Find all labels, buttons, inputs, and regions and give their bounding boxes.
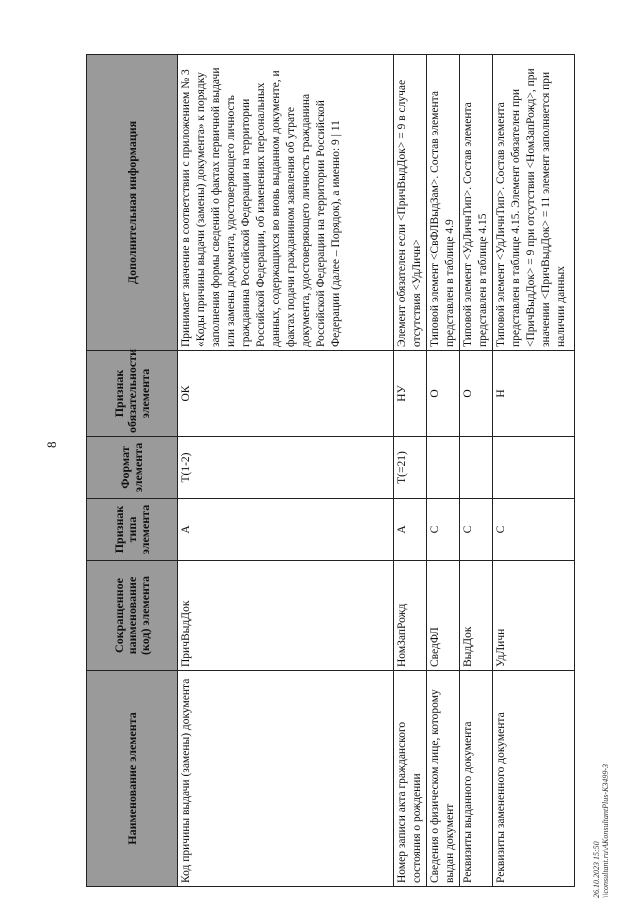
table-row bbox=[427, 55, 460, 887]
cell-name: Реквизиты замененного документа bbox=[493, 671, 575, 887]
table-row bbox=[394, 55, 427, 887]
cell-info: Элемент обязателен если <ПричВыдДок> = 9 в случае отсутствия <УдЛичн> bbox=[394, 55, 427, 351]
header-type: Признак типа элемента bbox=[87, 499, 178, 561]
elements-table bbox=[86, 54, 575, 887]
cell-code: ПричВыдДок bbox=[178, 561, 394, 671]
header-format: Формат элемента bbox=[87, 437, 178, 499]
header-code: Сокращенное наименование (код) элемента bbox=[87, 561, 178, 671]
cell-required: О bbox=[460, 351, 493, 437]
rotated-table-area bbox=[86, 55, 570, 887]
cell-type: А bbox=[178, 499, 394, 561]
table-row bbox=[493, 55, 575, 887]
cell-name: Номер записи акта гражданского состояния о рождении bbox=[394, 671, 427, 887]
cell-info: Принимает значение в соответствии с приложением № 3 «Коды причины выдачи (замены) документа» к порядку заполнения формы сведений о фактах первичной выдачи или замены документа, удостоверяющего личность гражданина Российской Федерации на территории Российской Федерации, об изменениях персональных данных, содержащихся во вновь выданном документе, и фактах подачи гражданином заявления об утрате документа, удостоверяющего личность гражданина Российской Федерации на территории Российской Федерации (далее – Порядок), а именно: 9 | 11 bbox=[178, 55, 394, 351]
header-name: Наименование элемента bbox=[87, 671, 178, 887]
cell-code: ВыдДок bbox=[460, 561, 493, 671]
stamp-source: \\consultant.ru\AKonsultantPlus-K3499-3 bbox=[601, 763, 610, 898]
table-row bbox=[460, 55, 493, 887]
cell-code: УдЛичн bbox=[493, 561, 575, 671]
cell-name: Сведения о физическом лице, которому выдан документ bbox=[427, 671, 460, 887]
cell-type: С bbox=[493, 499, 575, 561]
cell-format bbox=[427, 437, 460, 499]
cell-format: Т(=21) bbox=[394, 437, 427, 499]
stamp-date: 26.10.2023 15:50 bbox=[592, 841, 601, 898]
cell-type: С bbox=[427, 499, 460, 561]
cell-format: Т(1-2) bbox=[178, 437, 394, 499]
cell-required: Н bbox=[493, 351, 575, 437]
cell-name: Реквизиты выданного документа bbox=[460, 671, 493, 887]
table-row bbox=[178, 55, 394, 887]
cell-code: СведФЛ bbox=[427, 561, 460, 671]
cell-required: О bbox=[427, 351, 460, 437]
cell-info: Типовой элемент <УдЛичнТип>. Состав элемента представлен в таблице 4.15. Элемент обязателен при <ПричВыдДок> = 9 при отсутствии <НомЗапРожд>, при значении <ПричВыдДок> = 11 элемент заполняется при наличии данных bbox=[493, 55, 575, 351]
cell-name: Код причины выдачи (замены) документа bbox=[178, 671, 394, 887]
cell-type: А bbox=[394, 499, 427, 561]
cell-format bbox=[493, 437, 575, 499]
cell-required: НУ bbox=[394, 351, 427, 437]
cell-info: Типовой элемент <УдЛичнТип>. Состав элемента представлен в таблице 4.15 bbox=[460, 55, 493, 351]
header-info: Дополнительная информация bbox=[87, 55, 178, 351]
print-stamp bbox=[592, 764, 610, 898]
cell-info: Типовой элемент <СвФЛВыдЗам>. Состав элемента представлен в таблице 4.9 bbox=[427, 55, 460, 351]
page-number: 8 bbox=[44, 441, 59, 448]
cell-format bbox=[460, 437, 493, 499]
cell-required: ОК bbox=[178, 351, 394, 437]
header-required: Признак обязательности элемента bbox=[87, 351, 178, 437]
table-header-row bbox=[87, 55, 178, 887]
cell-type: С bbox=[460, 499, 493, 561]
cell-code: НомЗапРожд bbox=[394, 561, 427, 671]
